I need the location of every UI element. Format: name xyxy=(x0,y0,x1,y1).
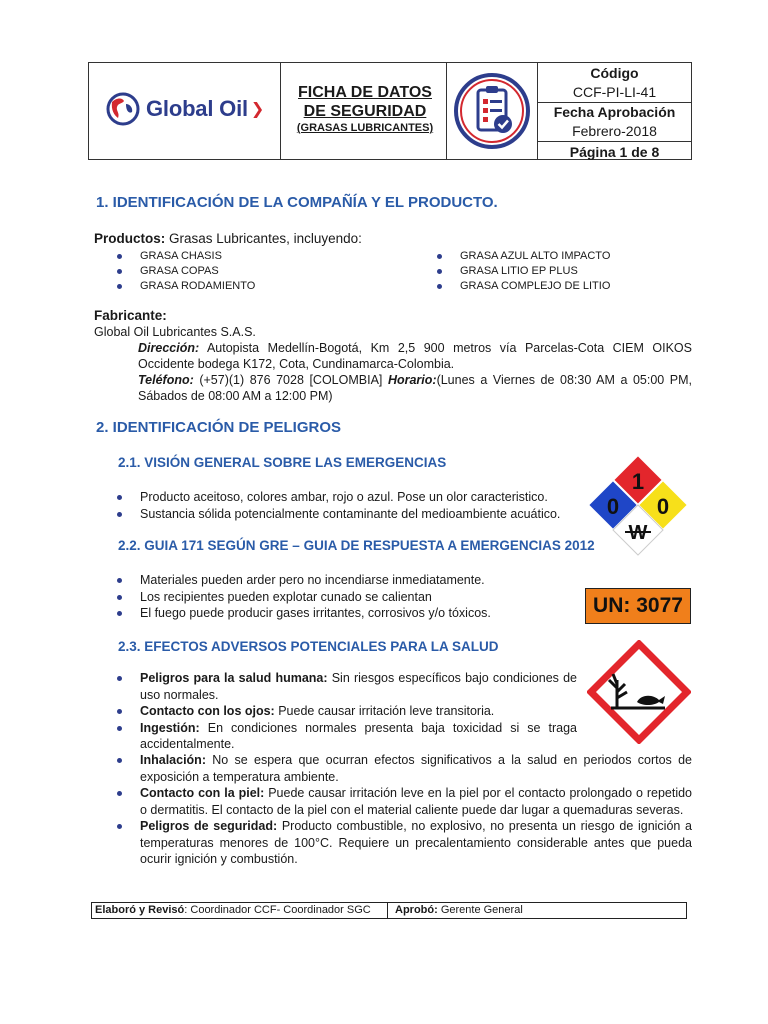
title-line-2: DE SEGURIDAD xyxy=(303,103,427,120)
code-value: CCF-PI-LI-41 xyxy=(572,84,657,100)
gre-guide-list xyxy=(115,572,575,622)
list-item: Peligros para la salud humana: Sin riesgos específicos bajo condiciones de uso normales. xyxy=(115,670,577,703)
manufacturer-contact xyxy=(138,372,692,404)
document-subtitle: (GRASAS LUBRICANTES) xyxy=(296,122,434,134)
products-list-left xyxy=(115,249,415,294)
signature-footer xyxy=(91,902,687,919)
list-item: Inhalación: No se espera que ocurran efectos significativos a la salud en periodos cortos de exposición a temperatura ambiente. xyxy=(115,752,692,785)
address-label: Dirección: xyxy=(138,341,200,355)
address-text: Autopista Medellín-Bogotá, Km 2,5 900 metros vía Parcelas-Cota CIEM OIKOS Occidente bodega K172, Cota, Cundinamarca-Colombia. xyxy=(138,341,692,371)
title-line-1: FICHA DE DATOS xyxy=(298,84,432,101)
document-metadata xyxy=(537,62,692,162)
list-item: Producto aceitoso, colores ambar, rojo o azul. Pose un olor caracteristico. xyxy=(115,489,575,506)
company-logo xyxy=(106,92,264,126)
hours-text: (Lunes a Viernes de 08:30 AM a 05:00 PM, Sábados de 08:00 AM a 12:00 PM) xyxy=(138,373,692,403)
phone-text: (+57)(1) 876 7028 [COLOMBIA] xyxy=(193,373,388,387)
section-2-heading: 2. IDENTIFICACIÓN DE PELIGROS xyxy=(96,419,342,436)
list-item: Sustancia sólida potencialmente contaminante del medioambiente acuático. xyxy=(115,506,575,523)
list-item: GRASA RODAMIENTO xyxy=(115,279,415,294)
nfpa-diamond-icon xyxy=(585,453,691,564)
list-item: GRASA COPAS xyxy=(115,264,415,279)
hours-label: Horario: xyxy=(387,373,437,387)
health-effects-list-top xyxy=(115,670,577,753)
manufacturer-label: Fabricante: xyxy=(94,308,167,323)
code-label: Código xyxy=(590,65,639,81)
environment-hazard-icon xyxy=(587,640,691,749)
logo-arrow-icon: ❯ xyxy=(250,101,265,118)
phone-label: Teléfono: xyxy=(138,373,194,387)
list-item: Contacto con los ojos: Puede causar irritación leve transitoria. xyxy=(115,703,577,720)
approved-by: Aprobó: Gerente General xyxy=(395,904,523,916)
manufacturer-name: Global Oil Lubricantes S.A.S. xyxy=(94,325,256,339)
list-item: GRASA LITIO EP PLUS xyxy=(435,264,695,279)
nfpa-flammability: 1 xyxy=(631,469,645,494)
products-line xyxy=(94,231,362,247)
approval-label: Fecha Aprobación xyxy=(537,102,692,122)
health-effects-list-bottom xyxy=(115,752,692,868)
globe-logo-icon xyxy=(106,92,140,126)
list-item: GRASA CHASIS xyxy=(115,249,415,264)
section-1-heading: 1. IDENTIFICACIÓN DE LA COMPAÑÍA Y EL PRODUCTO. xyxy=(96,194,498,211)
manufacturer-address xyxy=(138,340,692,372)
products-list-right xyxy=(435,249,695,294)
products-label: Productos: xyxy=(94,231,166,246)
nfpa-special: W xyxy=(628,522,648,544)
section-2-1-heading: 2.1. VISIÓN GENERAL SOBRE LAS EMERGENCIAS xyxy=(118,455,447,470)
list-item: Materiales pueden arder pero no incendiarse inmediatamente. xyxy=(115,572,575,589)
approval-value: Febrero-2018 xyxy=(572,123,657,139)
list-item: Ingestión: En condiciones normales presenta baja toxicidad si se traga accidentalmente. xyxy=(115,720,577,753)
list-item: Contacto con la piel: Puede causar irritación leve en la piel por el contacto prolongado o repetido o dermatitis. El contacto de la piel con el material caliente puede dar lugar a quemaduras severas. xyxy=(115,785,692,818)
section-2-3-heading: 2.3. EFECTOS ADVERSOS POTENCIALES PARA LA SALUD xyxy=(118,639,499,654)
checklist-badge-icon xyxy=(454,73,530,154)
section-2-2-heading: 2.2. GUIA 171 SEGÚN GRE – GUIA DE RESPUESTA A EMERGENCIAS 2012 xyxy=(118,538,595,553)
prepared-by: Elaboró y Revisó: Coordinador CCF- Coordinador SGC xyxy=(95,904,371,916)
list-item: Peligros de seguridad: Producto combustible, no explosivo, no presenta un riesgo de ignición a temperaturas menores de 100°C. Requiere un precalentamiento considerable antes que pueda ocurir ignición y combustión. xyxy=(115,818,692,868)
list-item: El fuego puede producir gases irritantes, corrosivos y/o tóxicos. xyxy=(115,605,575,622)
un-number-placard: UN: 3077 xyxy=(585,588,691,624)
nfpa-instability: 0 xyxy=(656,494,670,519)
document-title xyxy=(283,83,447,134)
nfpa-health: 0 xyxy=(606,494,620,519)
logo-text: Global Oil xyxy=(146,96,248,121)
products-intro: Grasas Lubricantes, incluyendo: xyxy=(165,231,362,246)
page-number: Página 1 de 8 xyxy=(537,141,692,162)
list-item: GRASA COMPLEJO DE LITIO xyxy=(435,279,695,294)
emergency-overview-list xyxy=(115,489,575,522)
list-item: GRASA AZUL ALTO IMPACTO xyxy=(435,249,695,264)
list-item: Los recipientes pueden explotar cunado se calientan xyxy=(115,589,575,606)
